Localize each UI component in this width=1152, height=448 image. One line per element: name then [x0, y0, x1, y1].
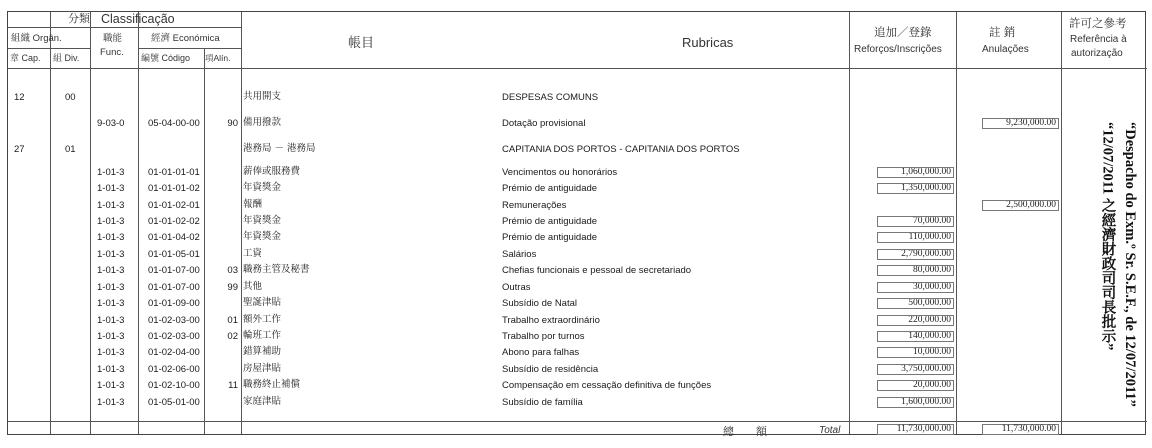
authorization-line: “Despacho do Exm.º Sr. S.E.F., de 12/07/2011”: [1122, 122, 1138, 407]
header-reforcos-zh: 追加／登錄: [874, 27, 932, 39]
cell-codigo: 01-01-02-02: [148, 216, 200, 227]
cell-rubrica-pt: Dotação provisional: [502, 118, 586, 129]
cell-div: 00: [65, 92, 76, 103]
cell-anulacao: 9,230,000.00: [1006, 118, 1056, 128]
anulacao-cell-box: [982, 200, 1059, 211]
cell-reforco: 110,000.00: [908, 232, 951, 242]
reforco-cell-box: [877, 364, 954, 375]
cell-rubrica-zh: 房屋津貼: [243, 363, 282, 374]
cell-alin: 90: [227, 118, 238, 129]
cell-codigo: 01-02-10-00: [148, 380, 200, 391]
cell-rubrica-pt: Abono para falhas: [502, 347, 580, 358]
cell-codigo: 01-01-09-00: [148, 298, 200, 309]
cell-func: 1-01-3: [97, 183, 125, 194]
total-reforcos: 11,730,000.00: [896, 424, 951, 434]
cell-rubrica-pt: DESPESAS COMUNS: [502, 92, 599, 103]
cell-codigo: 01-01-07-00: [148, 265, 200, 276]
cell-codigo: 01-02-04-00: [148, 347, 200, 358]
col-line-rubricas-reforcos: [849, 12, 850, 434]
reforco-cell-box: [877, 216, 954, 227]
cell-func: 1-01-3: [97, 380, 125, 391]
cell-codigo: 01-02-06-00: [148, 364, 200, 375]
header-line-classificacao: [8, 27, 241, 28]
reforco-cell-box: [877, 397, 954, 408]
header-codigo: 編號 Código: [141, 53, 191, 63]
cell-func: 1-01-3: [97, 347, 125, 358]
cell-cap: 12: [14, 92, 25, 103]
authorization-reference: [1082, 122, 1137, 422]
cell-reforco: 140,000.00: [908, 331, 951, 341]
reforco-cell-box: [877, 265, 954, 276]
cell-func: 1-01-3: [97, 282, 125, 293]
reforco-cell-box: [877, 232, 954, 243]
cell-codigo: 01-01-02-01: [148, 200, 200, 211]
cell-rubrica-zh: 職務終止補償: [243, 379, 301, 390]
cell-rubrica-zh: 年資獎金: [243, 182, 282, 193]
budget-table: [7, 11, 1146, 438]
header-bottom-line: [8, 68, 1147, 69]
header-referencia-l1: Referência à: [1070, 34, 1127, 45]
anulacao-cell-box: [982, 118, 1059, 129]
cell-rubrica-pt: Compensação em cessação definitiva de funções: [502, 380, 712, 391]
header-rubricas-zh: 帳目: [348, 35, 375, 50]
cell-rubrica-pt: Subsídio de Natal: [502, 298, 577, 309]
cell-codigo: 01-01-05-01: [148, 249, 200, 260]
cell-rubrica-pt: Salários: [502, 249, 537, 260]
total-top-line: [8, 421, 1147, 422]
header-classificacao: Classificação: [101, 12, 175, 26]
cell-reforco: 1,600,000.00: [901, 397, 951, 407]
reforco-cell-box: [877, 315, 954, 326]
col-line-div-func: [90, 12, 91, 434]
cell-rubrica-pt: Subsídio de família: [502, 397, 583, 408]
cell-func: 1-01-3: [97, 249, 125, 260]
cell-div: 01: [65, 144, 76, 155]
col-line-alin-rubricas: [241, 12, 242, 434]
cell-rubrica-zh: 職務主管及秘書: [243, 264, 310, 275]
reforco-cell-box: [877, 183, 954, 194]
total-anulacoes: 11,730,000.00: [1001, 424, 1056, 434]
reforco-cell-box: [877, 347, 954, 358]
cell-codigo: 01-01-04-02: [148, 232, 200, 243]
cell-rubrica-zh: 港務局 － 港務局: [243, 143, 316, 154]
cell-rubrica-zh: 工資: [243, 248, 263, 259]
cell-reforco: 80,000.00: [913, 265, 951, 275]
cell-func: 1-01-3: [97, 331, 125, 342]
cell-rubrica-pt: Prémio de antiguidade: [502, 232, 598, 243]
cell-reforco: 2,790,000.00: [901, 249, 951, 259]
cell-rubrica-zh: 家庭津貼: [243, 396, 282, 407]
cell-rubrica-zh: 聖誕津貼: [243, 297, 282, 308]
reforco-cell-box: [877, 282, 954, 293]
total-label-zh: 總 額: [723, 425, 767, 438]
col-line-cap-div: [50, 12, 51, 434]
cell-func: 1-01-3: [97, 315, 125, 326]
cell-cap: 27: [14, 144, 25, 155]
cell-rubrica-zh: 錯算補助: [243, 346, 282, 357]
header-alin: 項Alín.: [205, 53, 231, 63]
header-funcional-zh: 職能: [103, 33, 123, 44]
header-cap: 章 Cap.: [10, 53, 41, 63]
cell-rubrica-pt: Subsídio de residência: [502, 364, 599, 375]
header-classificacao-zh: 分類: [68, 13, 90, 25]
cell-rubrica-pt: Remunerações: [502, 200, 567, 211]
cell-rubrica-zh: 報酬: [243, 199, 263, 210]
cell-func: 1-01-3: [97, 167, 125, 178]
cell-reforco: 3,750,000.00: [901, 364, 951, 374]
cell-alin: 11: [228, 380, 238, 391]
header-organica: 組織 Orgân.: [11, 33, 62, 44]
cell-alin: 02: [227, 331, 238, 342]
header-reforcos: Reforços/Inscrições: [854, 44, 942, 55]
cell-rubrica-zh: 年資獎金: [243, 231, 282, 242]
col-line-anulacoes-referencia: [1061, 12, 1062, 434]
cell-rubrica-pt: Outras: [502, 282, 531, 293]
cell-alin: 99: [227, 282, 238, 293]
authorization-line: “12/07/2011 之經濟財政司司長批示”: [1099, 122, 1116, 351]
cell-codigo: 01-02-03-00: [148, 331, 200, 342]
col-line-reforcos-anulacoes: [956, 12, 957, 434]
reforco-cell-box: [877, 331, 954, 342]
cell-func: 1-01-3: [97, 298, 125, 309]
header-funcional: Func.: [100, 47, 124, 58]
cell-rubrica-zh: 額外工作: [243, 314, 282, 325]
cell-anulacao: 2,500,000.00: [1006, 200, 1056, 210]
reforco-cell-box: [877, 167, 954, 178]
cell-codigo: 01-01-01-02: [148, 183, 200, 194]
cell-func: 1-01-3: [97, 397, 125, 408]
col-line-func-codigo: [138, 12, 139, 434]
cell-rubrica-zh: 其他: [243, 281, 263, 292]
cell-func: 1-01-3: [97, 265, 125, 276]
cell-rubrica-pt: Chefias funcionais e pessoal de secretariado: [502, 265, 692, 276]
cell-func: 1-01-3: [97, 200, 125, 211]
cell-rubrica-pt: CAPITANIA DOS PORTOS - CAPITANIA DOS PORTOS: [502, 144, 740, 155]
cell-reforco: 500,000.00: [908, 298, 951, 308]
header-line-organica: [8, 48, 90, 49]
reforco-cell-box: [877, 298, 954, 309]
total-label: Total: [819, 425, 841, 436]
header-referencia-l2: autorização: [1071, 48, 1123, 59]
header-anulacoes-zh: 註 銷: [989, 27, 1016, 39]
cell-reforco: 30,000.00: [913, 282, 951, 292]
cell-reforco: 1,060,000.00: [901, 167, 951, 177]
col-line-codigo-alin: [204, 48, 205, 434]
header-line-economica: [138, 48, 241, 49]
cell-rubrica-zh: 薪俸或服務費: [243, 166, 301, 177]
cell-codigo: 01-02-03-00: [148, 315, 200, 326]
cell-rubrica-pt: Trabalho extraordinário: [502, 315, 600, 326]
header-rubricas: Rubricas: [682, 35, 734, 50]
cell-codigo: 01-05-01-00: [148, 397, 200, 408]
cell-rubrica-pt: Prémio de antiguidade: [502, 183, 598, 194]
cell-reforco: 70,000.00: [913, 216, 951, 226]
cell-func: 1-01-3: [97, 364, 125, 375]
cell-codigo: 01-01-01-01: [148, 167, 200, 178]
cell-rubrica-zh: 備用撥款: [243, 117, 282, 128]
header-referencia-zh: 許可之參考: [1069, 18, 1127, 30]
cell-rubrica-zh: 輪班工作: [243, 330, 282, 341]
cell-func: 9-03-0: [97, 118, 125, 129]
reforco-cell-box: [877, 380, 954, 391]
cell-rubrica-zh: 共用開支: [243, 91, 282, 102]
reforco-cell-box: [877, 249, 954, 260]
cell-rubrica-pt: Trabalho por turnos: [502, 331, 585, 342]
cell-codigo: 01-01-07-00: [148, 282, 200, 293]
cell-reforco: 1,350,000.00: [901, 183, 951, 193]
cell-rubrica-zh: 年資獎金: [243, 215, 282, 226]
header-economica: 經濟 Económica: [151, 33, 220, 44]
cell-alin: 01: [227, 315, 238, 326]
cell-func: 1-01-3: [97, 232, 125, 243]
cell-rubrica-pt: Prémio de antiguidade: [502, 216, 598, 227]
cell-codigo: 05-04-00-00: [148, 118, 200, 129]
cell-reforco: 10,000.00: [913, 347, 951, 357]
header-div: 組 Div.: [53, 53, 80, 63]
header-anulacoes: Anulações: [982, 44, 1029, 55]
cell-rubrica-pt: Vencimentos ou honorários: [502, 167, 618, 178]
cell-alin: 03: [227, 265, 238, 276]
cell-reforco: 20,000.00: [913, 380, 951, 390]
cell-func: 1-01-3: [97, 216, 125, 227]
cell-reforco: 220,000.00: [908, 315, 951, 325]
